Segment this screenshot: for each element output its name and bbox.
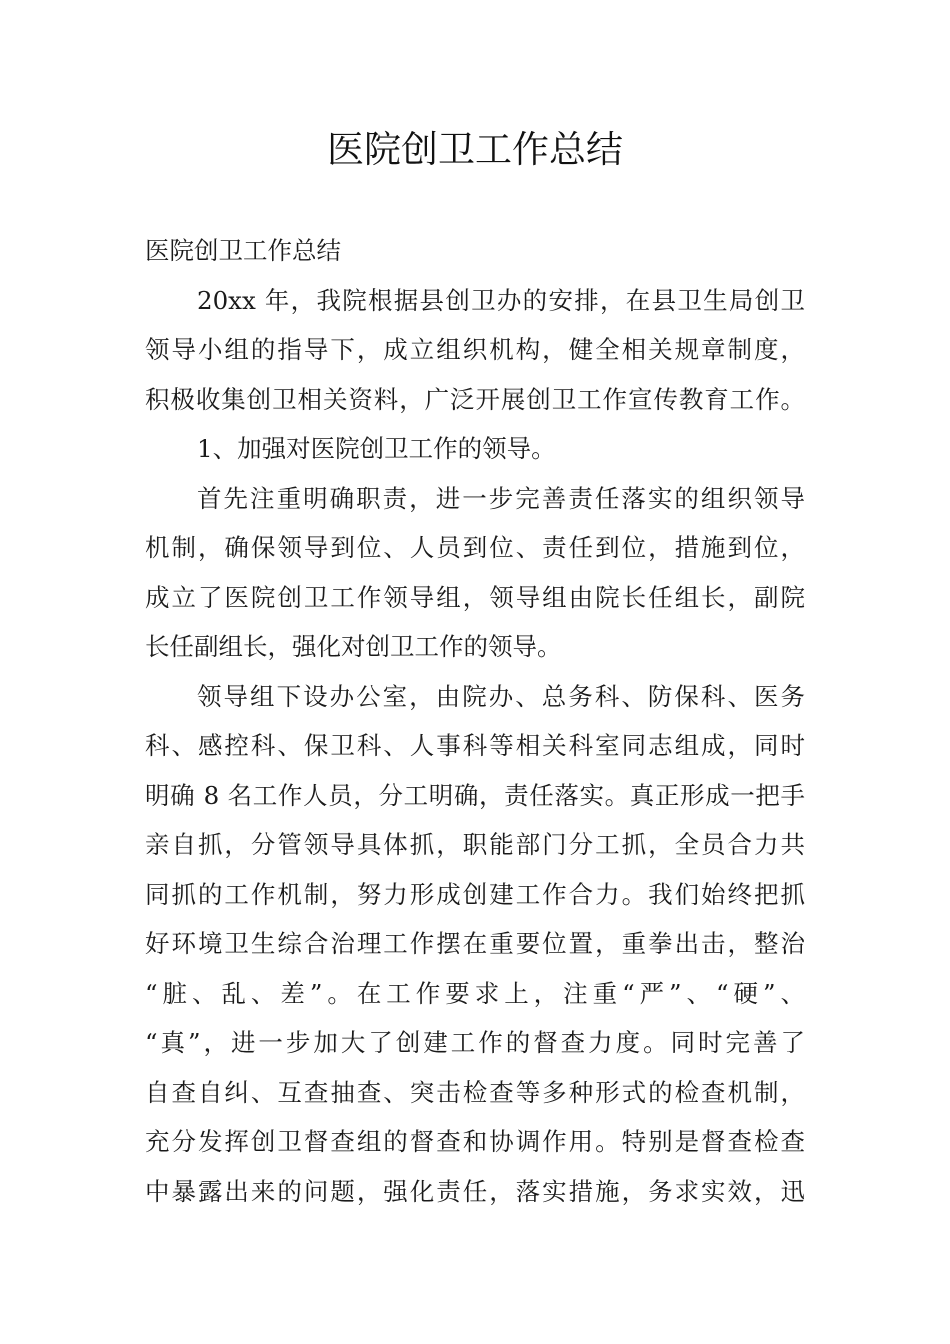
body-line: “脏、乱、差”。在工作要求上，注重“严”、“硬”、: [145, 978, 805, 1008]
body-line: 积极收集创卫相关资料，广泛开展创卫工作宣传教育工作。: [145, 384, 805, 414]
body-line: 同抓的工作机制，努力形成创建工作合力。我们始终把抓: [145, 879, 805, 909]
body-line: 好环境卫生综合治理工作摆在重要位置，重拳出击，整治: [145, 929, 805, 958]
body-line: 领导组下设办公室，由院办、总务科、防保科、医务: [197, 681, 805, 711]
body-line: 首先注重明确职责，进一步完善责任落实的组织领导: [197, 483, 805, 513]
body-line: 中暴露出来的问题，强化责任，落实措施，务求实效，迅: [145, 1176, 805, 1206]
body-line: 领导小组的指导下，成立组织机构，健全相关规章制度，: [145, 335, 805, 364]
body-line: 明确 8 名工作人员，分工明确，责任落实。真正形成一把手: [145, 780, 805, 810]
body-line: “真”，进一步加大了创建工作的督查力度。同时完善了: [145, 1028, 805, 1057]
section-heading: 1、加强对医院创卫工作的领导。: [197, 434, 556, 463]
body-line: 成立了医院创卫工作领导组，领导组由院长任组长，副院: [145, 582, 805, 612]
body-line: 科、感控科、保卫科、人事科等相关科室同志组成，同时: [145, 731, 805, 760]
body-line: 20xx 年，我院根据县创卫办的安排，在县卫生局创卫: [197, 285, 805, 315]
document-body: [145, 226, 805, 1216]
body-line: 自查自纠、互查抽查、突击检查等多种形式的检查机制，: [145, 1077, 805, 1107]
document-title: 医院创卫工作总结: [327, 128, 623, 171]
body-line: 亲自抓，分管领导具体抓，职能部门分工抓，全员合力共: [145, 830, 805, 859]
body-line-subtitle: 医院创卫工作总结: [145, 236, 341, 265]
body-line: 长任副组长，强化对创卫工作的领导。: [145, 632, 562, 661]
body-line: 充分发挥创卫督查组的督查和协调作用。特别是督查检查: [145, 1127, 805, 1156]
body-line: 机制，确保领导到位、人员到位、责任到位，措施到位，: [145, 533, 805, 562]
